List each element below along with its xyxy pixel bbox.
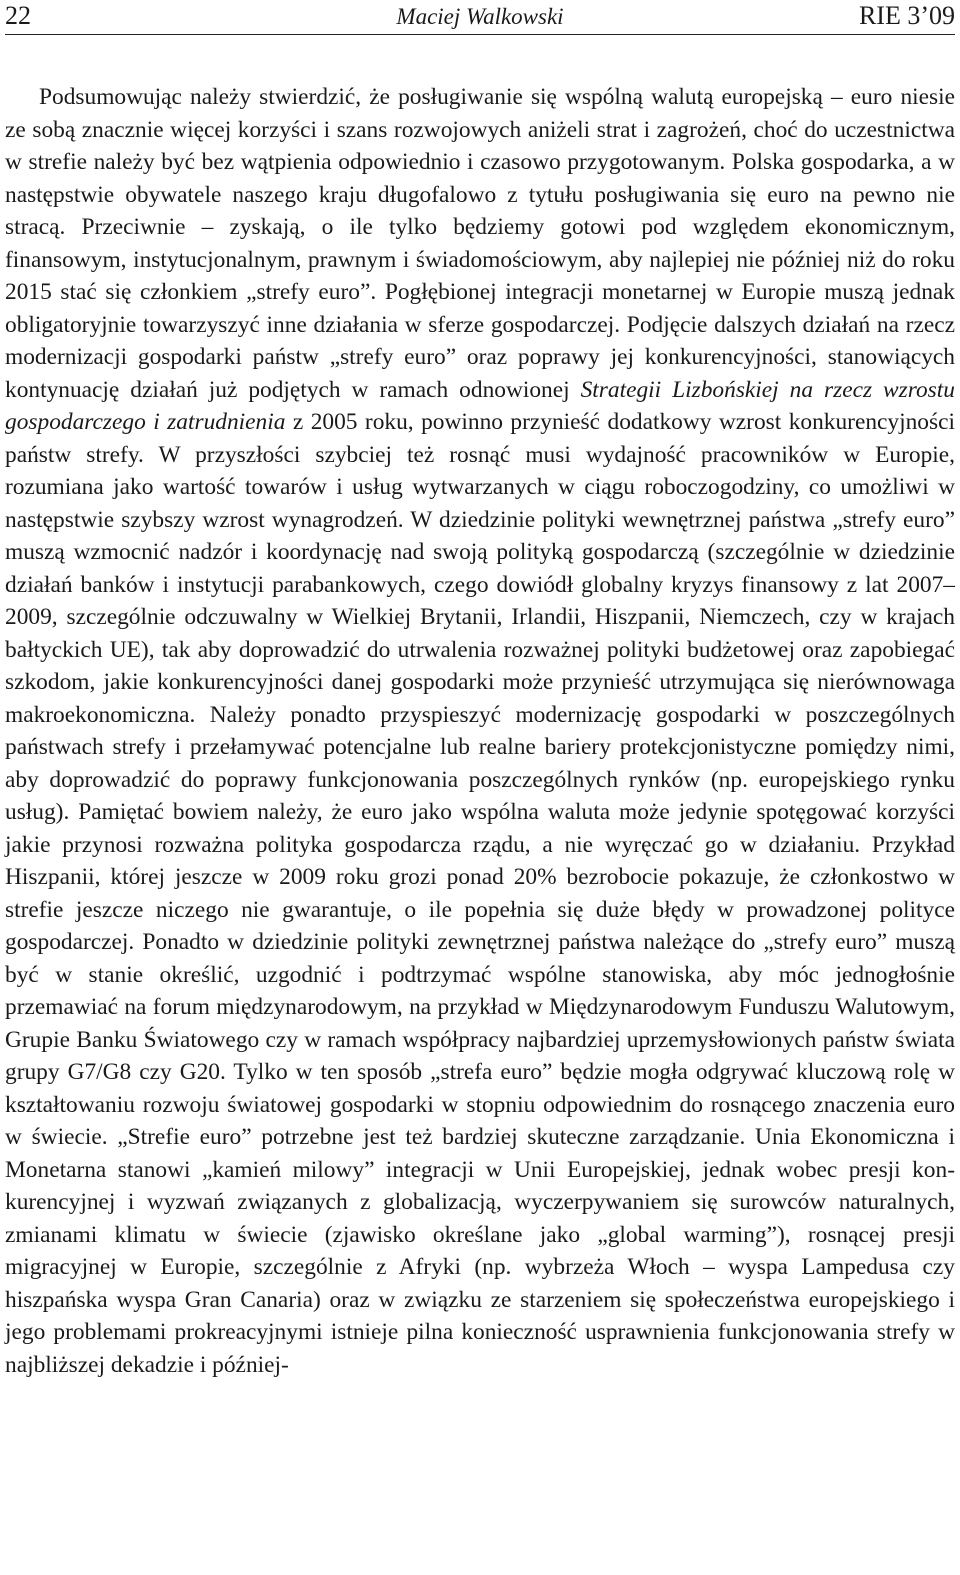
body-text-part-2: z 2005 roku, powinno przynieść dodatkowy wzrost konkurencyjności państw strefy. W przyszłości szybciej też rosnąć musi wydajność pracowników w Europie, rozumiana jako wartość towarów i usług wytwarzanych w ciągu roboczogodziny, co umożliwi w następstwie szybszy wzrost wynagrodzeń. W dziedzinie polityki wewnętrznej państwa „strefy euro” muszą wzmocnić nadzór i koordynację nad swoją polityką gospodarczą (szczególnie w dziedzinie działań banków i instytucji parabankowych, czego dowiódł globalny kryzys finansowy z lat 2007–2009, szczególnie odczuwalny w Wielkiej Brytanii, Irlandii, Hiszpanii, Niemczech, czy w krajach bałtyckich UE), tak aby doprowadzić do utrwalenia rozważnej polityki budżetowej oraz zapobiegać szkodom, jakie konkurencyjności danej gospodarki może przynieść utrzymująca się nierównowaga makroekonomiczna. Należy ponadto przyspieszyć modernizację gospodarki w poszczególnych państwach strefy i przełamywać potencjalne lub realne bariery protekcjonistyczne pomiędzy nimi, aby doprowadzić do poprawy funkcjonowania poszczególnych rynków (np. europejskiego rynku usług). Pamiętać bowiem należy, że euro jako wspólna waluta może jedynie spotęgować korzyści jakie przynosi rozważna polityka gospodarcza rządu, a nie wyręczać go w działaniu. Przykład Hiszpanii, której jeszcze w 2009 roku grozi ponad 20% bezrobocie pokazuje, że członkostwo w strefie jeszcze niczego nie gwarantuje, o ile popełnia się duże błędy w prowadzonej polityce gospodarczej. Ponadto w dziedzinie polityki zewnętrznej państwa należące do „strefy euro” muszą być w stanie określić, uzgodnić i podtrzymać wspólne stanowiska, aby móc jednogłośnie przemawiać na forum międzynarodowym, na przykład w Międzynarodowym Funduszu Walutowym, Grupie Banku Światowego czy w ramach współpracy najbardziej uprzemysłowionych państw świata grupy G7/G8 czy G20. Tylko w ten sposób „strefa euro” będzie mogła odgrywać kluczową rolę w kształtowaniu rozwoju światowej gospodarki w stopniu odpowiednim do rosnącego znaczenia euro w świecie. „Strefie euro” potrzebne jest też bardziej skuteczne zarządzanie. Unia Ekonomiczna i Monetarna stanowi „kamień milowy” integracji w Unii Europejskiej, jednak wobec presji konkurencyjnej i wyzwań związanych z globalizacją, wyczerpywaniem się surowców naturalnych, zmianami klimatu w świecie (zjawisko określane jako „global warming”), rosnącej presji migracyjnej w Europie, szczególnie z Afryki (np. wybrzeża Włoch – wyspa Lampedusa czy hiszpańska wyspa Gran Canaria) oraz w związku ze starzeniem się społeczeństwa europejskiego i jego problemami prokreacyjnymi istnieje pilna konieczność usprawnienia funkcjonowania strefy w najbliższej dekadzie i później- bbox=[5, 409, 955, 1378]
body-paragraph bbox=[5, 81, 955, 1381]
running-head-journal: RIE 3’09 bbox=[858, 1, 955, 30]
running-head-author: Maciej Walkowski bbox=[396, 4, 564, 29]
page-number: 22 bbox=[5, 1, 31, 30]
running-header bbox=[5, 0, 955, 35]
strategy-title: Strategii Lizbońskiej na rzecz wzrostu gospodarczego i zatrudnienia bbox=[5, 376, 955, 435]
body-text-part-1: Podsumowując należy stwierdzić, że posługiwanie się wspólną walutą europejską – euro niesie ze sobą znacznie więcej korzyści i szans rozwojowych aniżeli strat i zagrożeń, choć do uczestnictwa w strefie należy być bez wątpienia odpowiednio i czasowo przygotowanym. Polska gospodarka, a w następstwie obywatele naszego kraju długofalowo z tytułu posługiwania się euro na pewno nie stracą. Przeciwnie – zyskają, o ile tylko będziemy gotowi pod względem ekonomicznym, finansowym, instytucjonalnym, prawnym i świadomościowym, aby najlepiej nie później niż do roku 2015 stać się członkiem „strefy euro”. Pogłębionej integracji monetarnej w Europie muszą jednak obligatoryjnie towarzyszyć inne działania w sferze gospodarczej. Podjęcie dalszych działań na rzecz modernizacji gospodarki państw „strefy euro” oraz poprawy jej konkurencyjności, stanowiących kontynuację działań już podjętych w ramach odnowionej bbox=[5, 84, 955, 403]
